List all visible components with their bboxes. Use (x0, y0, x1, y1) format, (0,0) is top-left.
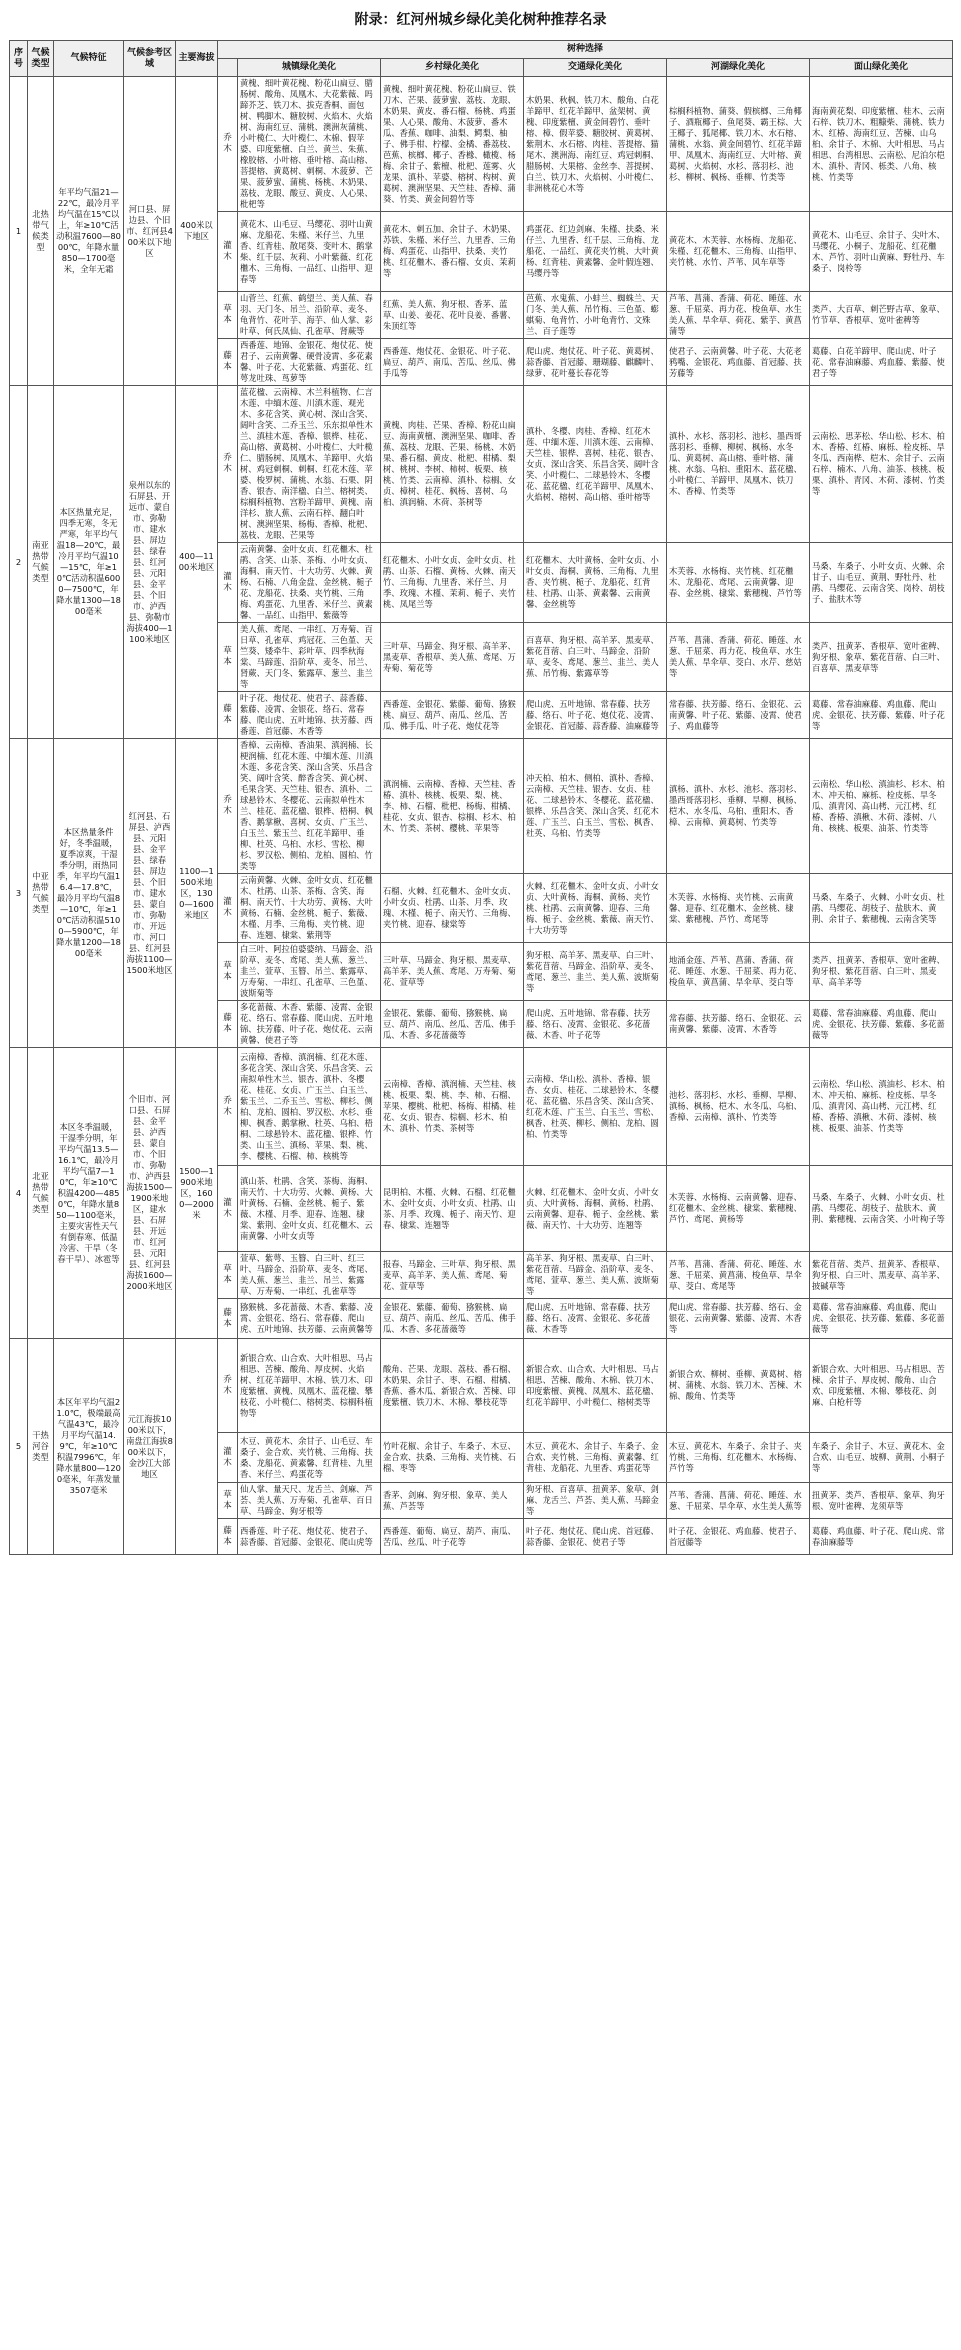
species-cell-traffic: 芭蕉、水鬼蕉、小蚌兰、蜘蛛兰、天门冬、美人蕉、吊竹梅、三色堇、蟛蜞菊、龟背竹、小叶龟背竹、文殊兰、百子莲等 (524, 292, 667, 339)
region-climate-ref: 河口县、屏边县、个旧市、红河县400米以下地区 (124, 77, 176, 386)
species-cell-urban: 叶子花、炮仗花、使君子、蒜香藤、紫藤、凌霄、金银花、络石、常春藤、爬山虎、五叶地锦、扶芳藤、西番莲、首冠藤、木香等 (238, 692, 381, 739)
species-cell-traffic: 红花檵木、大叶黄杨、金叶女贞、小叶女贞、海桐、黄杨、三角梅、九里香、夹竹桃、栀子、龙船花、红背桂、杜鹃、山茶、黄素馨、云南黄馨、金丝桃等 (524, 543, 667, 623)
plant-form: 藤本 (218, 1519, 238, 1555)
species-cell-urban: 山菅兰、红蕉、鹤望兰、美人蕉、春羽、天门冬、吊兰、沿阶草、麦冬、龟背竹、花叶芋、海芋、仙人掌、彩叶草、何氏凤仙、孔雀草、肾蕨等 (238, 292, 381, 339)
header-col-traffic: 交通绿化美化 (524, 59, 667, 77)
species-cell-hill: 类芦、扭黄茅、香根草、宽叶雀稗、狗牙根、紫花苜蓿、白三叶、黑麦草、高羊茅等 (810, 943, 953, 1001)
species-cell-urban: 木豆、黄花木、余甘子、山毛豆、车桑子、金合欢、夹竹桃、三角梅、扶桑、龙船花、黄素馨、红背桂、九里香、米仔兰、鸡蛋花等 (238, 1433, 381, 1483)
plant-form: 灌木 (218, 1166, 238, 1252)
species-cell-traffic: 高羊茅、狗牙根、黑麦草、白三叶、紫花苜蓿、马蹄金、沿阶草、麦冬、鸢尾、萱草、葱兰、美人蕉、波斯菊等 (524, 1252, 667, 1299)
plant-form: 藤本 (218, 692, 238, 739)
plant-form: 灌木 (218, 874, 238, 943)
species-cell-hill: 葛藤、白花羊蹄甲、爬山虎、叶子花、常春油麻藤、鸡血藤、紫藤、使君子等 (810, 339, 953, 386)
plant-form: 藤本 (218, 1001, 238, 1048)
species-cell-urban: 萱草、紫萼、玉簪、白三叶、红三叶、马蹄金、沿阶草、麦冬、鸢尾、美人蕉、葱兰、韭兰、吊兰、紫露草、万寿菊、一串红、孔雀草等 (238, 1252, 381, 1299)
species-cell-rural: 金银花、紫藤、葡萄、猕猴桃、扁豆、葫芦、南瓜、丝瓜、苦瓜、佛手瓜、木香、多花蔷薇等 (381, 1299, 524, 1339)
species-cell-urban: 蓝花楹、云南樟、木兰科植物、仁言木莲、中缅木莲、川滇木莲、观光木、多花含笑、黄心树、深山含笑、阔叶含笑、二乔玉兰、乐东拟单性木兰、滇桂木莲、香樟、银桦、桂花、高山榕、黄葛树、小叶榄仁、大叶榄仁、腊肠树、凤凰木、羊蹄甲、火焰树、鸡冠刺桐、刺桐、红花木莲、苹婆、梭罗树、蒲桃、水翁、石栗、阴香、银杏、南洋楹、白兰、榕树类、棕榈科植物、宫粉羊蹄甲、黄槐、南洋杉、旅人蕉、云南石梓、翻白叶树、澳洲坚果、杨梅、香樟、枇杷、荔枝、龙眼、芒果等 (238, 386, 381, 543)
region-climate-feature: 本区热量充足，四季无寒，冬无严寒，年平均气温18—20℃，最冷月平均气温10—15℃，年≥10℃活动积温6000—7500℃，年降水量1300—1800毫米 (54, 386, 124, 739)
plant-form: 草本 (218, 943, 238, 1001)
region-altitude: 400—1100米地区 (176, 386, 218, 739)
header-climate-feature: 气候特征 (54, 41, 124, 77)
species-cell-rural: 红花檵木、小叶女贞、金叶女贞、杜鹃、山茶、石榴、黄杨、火棘、南天竹、三角梅、九里香、米仔兰、月季、玫瑰、木槿、茉莉、栀子、夹竹桃、凤尾兰等 (381, 543, 524, 623)
species-cell-hill: 新银合欢、大叶相思、马占相思、苦楝、余甘子、厚皮树、酸角、山合欢、印度紫檀、木棉、攀枝花、剑麻、白枪杆等 (810, 1339, 953, 1433)
species-cell-traffic: 百喜草、狗牙根、高羊茅、黑麦草、紫花苜蓿、白三叶、马蹄金、沿阶草、麦冬、鸢尾、葱兰、韭兰、美人蕉、吊竹梅、紫露草等 (524, 623, 667, 692)
species-cell-rural: 金银花、紫藤、葡萄、猕猴桃、扁豆、葫芦、南瓜、丝瓜、苦瓜、佛手瓜、木香、多花蔷薇等 (381, 1001, 524, 1048)
region-seq: 3 (10, 739, 28, 1048)
species-cell-traffic: 爬山虎、五叶地锦、常春藤、扶芳藤、络石、凌霄、金银花、多花蔷薇、木香等 (524, 1299, 667, 1339)
species-cell-hill: 葛藤、常春油麻藤、鸡血藤、爬山虎、金银花、扶芳藤、紫藤、叶子花等 (810, 692, 953, 739)
species-cell-river: 芦苇、菖蒲、香蒲、荷花、睡莲、水葱、千屈菜、黄菖蒲、梭鱼草、旱伞草、茭白、鸢尾等 (667, 1252, 810, 1299)
species-cell-rural: 云南樟、香樟、滇润楠、天竺桂、核桃、板栗、梨、桃、李、柿、石榴、苹果、樱桃、枇杷、杨梅、柑橘、桂花、女贞、银杏、棕榈、杉木、柏木、滇朴、竹类、茶树等 (381, 1048, 524, 1166)
region-seq: 2 (10, 386, 28, 739)
species-cell-rural: 西番莲、葡萄、扁豆、葫芦、南瓜、苦瓜、丝瓜、叶子花等 (381, 1519, 524, 1555)
species-cell-hill: 马桑、车桑子、火棘、小叶女贞、杜鹃、马缨花、胡枝子、盐肤木、黄荆、余甘子、紫穗槐、云南含笑等 (810, 874, 953, 943)
species-cell-hill: 葛藤、鸡血藤、叶子花、爬山虎、常春油麻藤等 (810, 1519, 953, 1555)
page-title: 附录：红河州城乡绿化美化树种推荐名录 (354, 12, 607, 28)
plant-form: 灌木 (218, 212, 238, 292)
species-cell-rural: 报春、马蹄金、三叶草、狗牙根、黑麦草、高羊茅、美人蕉、鸢尾、菊花、萱草等 (381, 1252, 524, 1299)
species-cell-river: 池杉、落羽杉、水杉、垂柳、旱柳、滇杨、枫杨、桤木、水冬瓜、乌桕、香樟、云南樟、滇朴、竹类等 (667, 1048, 810, 1166)
species-cell-rural: 三叶草、马蹄金、狗牙根、高羊茅、黑麦草、香根草、美人蕉、鸢尾、万寿菊、菊花等 (381, 623, 524, 692)
plant-form: 草本 (218, 1483, 238, 1519)
species-cell-hill: 云南松、华山松、滇油杉、杉木、柏木、冲天柏、麻栎、栓皮栎、旱冬瓜、滇青冈、高山栲、元江栲、红椿、香椿、滇楸、木荷、漆树、核桃、板栗、油茶、竹类等 (810, 1048, 953, 1166)
region-climate-type: 中亚热带气候类型 (28, 739, 54, 1048)
species-cell-river: 使君子、云南黄馨、叶子花、大花老鸦嘴、金银花、鸡血藤、首冠藤、扶芳藤等 (667, 339, 810, 386)
plant-form: 草本 (218, 292, 238, 339)
species-cell-urban: 香樟、云南樟、香油果、滇润楠、长梗润楠、红花木莲、中缅木莲、川滇木莲、多花含笑、深山含笑、乐昌含笑、阔叶含笑、醉香含笑、黄心树、毛果含笑、天竺桂、银杏、滇朴、二球悬铃木、冬樱花、云南拟单性木兰、桂花、蓝花楹、银桦、梧桐、枫香、鹅掌楸、喜树、女贞、广玉兰、白玉兰、紫玉兰、红花羊蹄甲、垂柳、杜英、乌桕、水杉、雪松、柳杉、罗汉松、侧柏、龙柏、圆柏、竹类等 (238, 739, 381, 874)
region-climate-ref: 红河县、石屏县、泸西县、元阳县、金平县、绿春县、屏边县、个旧市、建水县、蒙自市、弥勒市、开远市、河口县、红河县海拔1100—1500米地区 (124, 739, 176, 1048)
species-cell-hill: 海南黄花梨、印度紫檀、桂木、云南石梓、铁刀木、粗糠柴、蒲桃、铁力木、红椿、海南红豆、苦楝、山乌桕、余甘子、木棉、大叶相思、马占相思、台湾相思、云南松、尼泊尔桤木、滇朴、青冈、栎类、八角、核桃、竹类等 (810, 77, 953, 212)
species-cell-traffic: 爬山虎、炮仗花、叶子花、黄葛树、蒜香藤、首冠藤、珊瑚藤、麒麟叶、绿萝、花叶蔓长春花等 (524, 339, 667, 386)
species-cell-traffic: 火棘、红花檵木、金叶女贞、小叶女贞、大叶黄杨、海桐、黄杨、夹竹桃、杜鹃、云南黄馨、迎春、三角梅、栀子、金丝桃、紫薇、南天竹、十大功劳等 (524, 874, 667, 943)
header-species-group: 树种选择 (218, 41, 953, 59)
species-cell-urban: 仙人掌、量天尺、龙舌兰、剑麻、芦荟、美人蕉、万寿菊、孔雀草、百日草、马蹄金、狗牙根等 (238, 1483, 381, 1519)
plant-form: 乔木 (218, 386, 238, 543)
species-cell-river: 常春藤、扶芳藤、络石、金银花、云南黄馨、紫藤、凌霄、木香等 (667, 1001, 810, 1048)
species-cell-traffic: 狗牙根、百喜草、扭黄茅、象草、剑麻、龙舌兰、芦荟、美人蕉、马蹄金等 (524, 1483, 667, 1519)
species-cell-hill: 马桑、车桑子、小叶女贞、火棘、余甘子、山毛豆、黄荆、野牡丹、杜鹃、马缨花、云南含笑、岗柃、胡枝子、盐肤木等 (810, 543, 953, 623)
species-cell-traffic: 木豆、黄花木、余甘子、车桑子、金合欢、夹竹桃、三角梅、黄素馨、红背桂、龙船花、九里香、鸡蛋花等 (524, 1433, 667, 1483)
species-cell-river: 木芙蓉、水杨梅、夹竹桃、红花檵木、龙船花、鸢尾、云南黄馨、迎春、金丝桃、棣棠、紫穗槐、芦竹等 (667, 543, 810, 623)
header-col-river: 河湖绿化美化 (667, 59, 810, 77)
species-cell-river: 芦苇、菖蒲、香蒲、荷花、睡莲、水葱、千屈菜、再力花、梭鱼草、水生美人蕉、旱伞草、荷花、紫芋、黄菖蒲等 (667, 292, 810, 339)
table-row (10, 1048, 953, 1166)
species-cell-urban: 白三叶、阿拉伯婆婆纳、马蹄金、沿阶草、麦冬、鸢尾、美人蕉、葱兰、韭兰、萱草、玉簪、吊兰、紫露草、万寿菊、一串红、孔雀草、三色堇、波斯菊等 (238, 943, 381, 1001)
species-cell-traffic: 新银合欢、山合欢、大叶相思、马占相思、苦楝、酸角、木棉、铁刀木、印度紫檀、黄槐、凤凰木、蓝花楹、红花羊蹄甲、小叶榄仁、榕树类等 (524, 1339, 667, 1433)
species-cell-urban: 西番莲、地锦、金银花、炮仗花、使君子、云南黄馨、硬骨凌霄、多花素馨、叶子花、大花紫薇、鸡蛋花、红萼龙吐珠、茑萝等 (238, 339, 381, 386)
species-cell-rural: 石榴、火棘、红花檵木、金叶女贞、小叶女贞、杜鹃、山茶、月季、玫瑰、木槿、栀子、南天竹、三角梅、夹竹桃、迎春、棣棠等 (381, 874, 524, 943)
species-cell-rural: 昆明柏、木槿、火棘、石榴、红花檵木、金叶女贞、小叶女贞、杜鹃、山茶、月季、玫瑰、栀子、南天竹、迎春、棣棠、连翘等 (381, 1166, 524, 1252)
plant-form: 灌木 (218, 1433, 238, 1483)
species-cell-urban: 猕猴桃、多花蔷薇、木香、紫藤、凌霄、金银花、络石、常春藤、爬山虎、五叶地锦、扶芳藤、云南黄馨等 (238, 1299, 381, 1339)
plant-form: 藤本 (218, 1299, 238, 1339)
species-cell-river: 芦苇、菖蒲、香蒲、荷花、睡莲、水葱、千屈菜、再力花、梭鱼草、水生美人蕉、旱伞草、茭白、水芹、慈姑等 (667, 623, 810, 692)
species-cell-traffic: 鸡蛋花、红边剑麻、朱槿、扶桑、米仔兰、九里香、红千层、三角梅、龙船花、一品红、黄花夹竹桃、大叶黄杨、红背桂、黄素馨、金叶假连翘、马缨丹等 (524, 212, 667, 292)
species-cell-urban: 多花蔷薇、木香、紫藤、凌霄、金银花、络石、常春藤、爬山虎、五叶地锦、扶芳藤、叶子花、炮仗花、云南黄馨、使君子等 (238, 1001, 381, 1048)
species-cell-urban: 西番莲、叶子花、炮仗花、使君子、蒜香藤、首冠藤、金银花、爬山虎等 (238, 1519, 381, 1555)
species-cell-traffic: 木奶果、秋枫、铁刀木、酸角、白花羊蹄甲、红花羊蹄甲、盆架树、黄槐、印度紫檀、黄金间碧竹、垂叶榕、樟、假苹婆、糖胶树、黄葛树、紫荆木、水石榕、肉桂、菩提榕、猫尾木、澳洲海、南红豆、鸡冠刺桐、腊肠树、大果榕、金丝李、菩提树、白兰、铁刀木、火焰树、小叶榄仁、非洲桃花心木等 (524, 77, 667, 212)
species-cell-river: 棕榈科植物、蒲葵、假槟榔、三角椰子、酒瓶椰子、鱼尾葵、霸王棕、大王椰子、狐尾椰、铁刀木、水石榕、蒲桃、水翁、黄金间碧竹、红花羊蹄甲、凤凰木、海南红豆、大叶榕、黄葛树、火焰树、水杉、落羽杉、池杉、柳树、枫杨、垂柳、竹类等 (667, 77, 810, 212)
plant-form: 草本 (218, 623, 238, 692)
species-cell-hill: 马桑、车桑子、火棘、小叶女贞、杜鹃、马缨花、胡枝子、盐肤木、黄荆、紫穗槐、云南含笑、小叶栒子等 (810, 1166, 953, 1252)
species-cell-rural: 黄槐、细叶黄花槐、粉花山扁豆、铁刀木、芒果、菠萝蜜、荔枝、龙眼、木奶果、黄皮、番石榴、杨桃、鸡蛋果、人心果、酸角、木菠萝、番木瓜、香蕉、咖啡、油梨、鳄梨、柚子、佛手柑、柠檬、金橘、番荔枝、芭蕉、槟榔、椰子、香橼、橄榄、杨梅、余甘子、紫檀、枇杷、莲雾、火龙果、滇朴、苹婆、榕树、构树、黄葛树、澳洲坚果、天竺桂、香樟、蒲葵、竹类、黄金间碧竹等 (381, 77, 524, 212)
region-climate-type: 北亚热带气候类型 (28, 1048, 54, 1339)
species-cell-river: 叶子花、金银花、鸡血藤、使君子、首冠藤等 (667, 1519, 810, 1555)
region-climate-type: 北热带气候类型 (28, 77, 54, 386)
header-col-rural: 乡村绿化美化 (381, 59, 524, 77)
species-cell-urban: 云南樟、香樟、滇润楠、红花木莲、多花含笑、深山含笑、乐昌含笑、云南拟单性木兰、银杏、滇朴、冬樱花、桂花、女贞、广玉兰、白玉兰、紫玉兰、二乔玉兰、雪松、柳杉、侧柏、龙柏、圆柏、罗汉松、水杉、垂柳、枫香、鹅掌楸、杜英、乌桕、梧桐、二球悬铃木、蓝花楹、银桦、竹类、山玉兰、滇杨、苹果、梨、桃、李、樱桃、石榴、柿、核桃等 (238, 1048, 381, 1166)
plant-form: 乔木 (218, 739, 238, 874)
species-cell-urban: 云南黄馨、金叶女贞、红花檵木、杜鹃、含笑、山茶、茶梅、小叶女贞、海桐、南天竹、十大功劳、火棘、黄杨、石楠、八角金盘、金丝桃、栀子花、龙船花、扶桑、夹竹桃、三角梅、鸡蛋花、九里香、米仔兰、黄素馨、一品红、山指甲、紫薇等 (238, 543, 381, 623)
table-body (10, 77, 953, 1555)
plant-form: 乔木 (218, 1339, 238, 1433)
species-cell-urban: 云南黄馨、火棘、金叶女贞、红花檵木、杜鹃、山茶、茶梅、含笑、海桐、南天竹、十大功劳、黄杨、大叶黄杨、石楠、金丝桃、栀子、紫薇、木槿、月季、三角梅、夹竹桃、迎春、连翘、棣棠、紫荆等 (238, 874, 381, 943)
region-altitude: 1500—1900米地区，1600—2000米 (176, 1048, 218, 1339)
species-cell-hill: 类芦、大百草、刺芒野古草、象草、竹节草、香根草、宽叶雀稗等 (810, 292, 953, 339)
region-climate-ref: 个旧市、河口县、石屏县、金平县、泸西县、蒙自市、个旧市、弥勒市、泸西县海拔1500—1900米地区，建水县、石屏县、开远市、红河县、元阳县、红河县海拔1600—2000米地区 (124, 1048, 176, 1339)
species-cell-hill: 葛藤、常春油麻藤、鸡血藤、爬山虎、金银花、扶芳藤、紫藤、多花蔷薇等 (810, 1299, 953, 1339)
region-climate-type: 干热河谷类型 (28, 1339, 54, 1555)
species-cell-river: 滇杨、滇朴、水杉、池杉、落羽杉、墨西哥落羽杉、垂柳、旱柳、枫杨、桤木、水冬瓜、乌桕、重阳木、香樟、云南樟、黄葛树、竹类等 (667, 739, 810, 874)
species-cell-hill: 类芦、扭黄茅、香根草、宽叶雀稗、狗牙根、象草、紫花苜蓿、白三叶、百喜草、黑麦草等 (810, 623, 953, 692)
species-table (9, 40, 953, 1555)
region-climate-feature: 年平均气温21—22℃，最冷月平均气温在15℃以上，年≥10℃活动积温7600—8000℃，年降水量850—1700毫米，全年无霜 (54, 77, 124, 386)
header-altitude: 主要海拔 (176, 41, 218, 77)
species-cell-hill: 云南松、思茅松、华山松、杉木、柏木、香椿、红椿、麻栎、栓皮栎、旱冬瓜、西南桦、桤木、余甘子、云南石梓、楠木、八角、油茶、核桃、板栗、滇朴、青冈、木荷、漆树、竹类等 (810, 386, 953, 543)
species-cell-river: 黄花木、木芙蓉、水杨梅、龙船花、朱槿、红花檵木、三角梅、山指甲、夹竹桃、水竹、芦苇、风车草等 (667, 212, 810, 292)
plant-form: 藤本 (218, 339, 238, 386)
region-climate-ref: 泉州以东的石屏县、开远市、蒙自市、弥勒市、建水县、屏边县、绿春县、红河县、元阳县、金平县、个旧市、泸西县、弥勒市海拔400—1100米地区 (124, 386, 176, 739)
table-row (10, 386, 953, 543)
species-cell-urban: 滇山茶、杜鹃、含笑、茶梅、海桐、南天竹、十大功劳、火棘、黄杨、大叶黄杨、石楠、金丝桃、栀子、紫薇、木槿、月季、迎春、连翘、棣棠、紫荆、金叶女贞、红花檵木、云南黄馨、小叶女贞等 (238, 1166, 381, 1252)
species-cell-river: 木豆、黄花木、车桑子、余甘子、夹竹桃、三角梅、红花檵木、水杨梅、芦竹等 (667, 1433, 810, 1483)
species-cell-river: 木芙蓉、水杨梅、夹竹桃、云南黄馨、迎春、红花檵木、金丝桃、棣棠、紫穗槐、芦竹、鸢尾等 (667, 874, 810, 943)
species-cell-river: 芦苇、香蒲、菖蒲、荷花、睡莲、水葱、千屈菜、旱伞草、水生美人蕉等 (667, 1483, 810, 1519)
species-cell-rural: 红蕉、美人蕉、狗牙根、香茅、蓝草、山姜、姜花、花叶良姜、番薯、朱顶红等 (381, 292, 524, 339)
species-cell-hill: 云南松、华山松、滇油杉、杉木、柏木、冲天柏、麻栎、栓皮栎、旱冬瓜、滇青冈、高山栲、元江栲、红椿、香椿、滇楸、木荷、漆树、八角、核桃、板栗、油茶、竹类等 (810, 739, 953, 874)
species-cell-river: 常春藤、扶芳藤、络石、金银花、云南黄馨、叶子花、紫藤、凌霄、使君子、鸡血藤等 (667, 692, 810, 739)
table-row (10, 77, 953, 212)
region-climate-feature: 本区冬季温暖，干湿季分明，年平均气温13.5—16.1℃，最冷月平均气温7—10℃，年≥10℃积温4200—4850℃，年降水量850—1100毫米，主要灾害性天气有倒春寒、低温冷害、干旱（冬春干旱）、冰雹等 (54, 1048, 124, 1339)
species-cell-urban: 新银合欢、山合欢、大叶相思、马占相思、苦楝、酸角、厚皮树、火焰树、红花羊蹄甲、木棉、铁刀木、印度紫檀、黄槐、凤凰木、蓝花楹、攀枝花、小叶榄仁、榕树类、棕榈科植物等 (238, 1339, 381, 1433)
region-climate-type: 南亚热带气候类型 (28, 386, 54, 739)
header-climate-type: 气候类型 (28, 41, 54, 77)
species-cell-river: 地涌金莲、芦苇、菖蒲、香蒲、荷花、睡莲、水葱、千屈菜、再力花、梭鱼草、黄菖蒲、旱伞草、茭白等 (667, 943, 810, 1001)
header-col-urban: 城镇绿化美化 (238, 59, 381, 77)
region-climate-feature: 本区年平均气温21.0℃，极端最高气温43℃，最冷月平均气温14.9℃，年≥10℃积温7996℃，年降水量800—1200毫米，年蒸发量3507毫米 (54, 1339, 124, 1555)
species-cell-river: 爬山虎、常春藤、扶芳藤、络石、金银花、云南黄馨、紫藤、凌霄、木香等 (667, 1299, 810, 1339)
species-cell-rural: 酸角、芒果、龙眼、荔枝、番石榴、木奶果、余甘子、枣、石榴、柑橘、香蕉、番木瓜、新银合欢、苦楝、印度紫檀、铁刀木、木棉、攀枝花等 (381, 1339, 524, 1433)
species-cell-rural: 黄花木、刺五加、余甘子、木奶果、苏铁、朱槿、米仔兰、九里香、三角梅、鸡蛋花、山指甲、扶桑、夹竹桃、红花檵木、番石榴、女贞、茉莉等 (381, 212, 524, 292)
region-altitude: 1100—1500米地区，1300—1600米地区 (176, 739, 218, 1048)
species-cell-rural: 竹叶花椒、余甘子、车桑子、木豆、金合欢、扶桑、三角梅、夹竹桃、石榴、枣等 (381, 1433, 524, 1483)
species-cell-traffic: 爬山虎、五叶地锦、常春藤、扶芳藤、络石、叶子花、炮仗花、凌霄、金银花、首冠藤、蒜香藤、油麻藤等 (524, 692, 667, 739)
species-cell-rural: 西番莲、金银花、紫藤、葡萄、猕猴桃、扁豆、葫芦、南瓜、丝瓜、苦瓜、佛手瓜、叶子花、炮仗花等 (381, 692, 524, 739)
species-cell-hill: 扭黄茅、类芦、香根草、象草、狗牙根、宽叶雀稗、龙须草等 (810, 1483, 953, 1519)
region-climate-feature: 本区热量条件好，冬季温暖，夏季凉爽，干湿季分明，雨热同季，年平均气温16.4—17.8℃，最冷月平均气温8—10℃，年≥10℃活动积温5100—5900℃，年降水量1200—1800毫米 (54, 739, 124, 1048)
species-cell-river: 新银合欢、柳树、垂柳、黄葛树、榕树、蒲桃、水翁、铁刀木、苦楝、木棉、酸角、竹类等 (667, 1339, 810, 1433)
plant-form: 草本 (218, 1252, 238, 1299)
species-cell-rural: 黄槐、肉桂、芒果、香樟、粉花山扁豆、海南黄檀、澳洲坚果、咖啡、香蕉、荔枝、龙眼、芒果、杨桃、木奶果、番石榴、黄皮、枇杷、柑橘、梨树、桃树、李树、柿树、板栗、核桃、竹类、云南樟、滇朴、棕榈、女贞、樟树、桂花、枫杨、喜树、乌桕、滇润楠、木荷、茶树等 (381, 386, 524, 543)
header-col-hill: 面山绿化美化 (810, 59, 953, 77)
species-cell-rural: 西番莲、炮仗花、金银花、叶子花、扁豆、葫芦、南瓜、苦瓜、丝瓜、佛手瓜等 (381, 339, 524, 386)
plant-form: 灌木 (218, 543, 238, 623)
header-seq: 序号 (10, 41, 28, 77)
species-cell-hill: 葛藤、常春油麻藤、鸡血藤、爬山虎、金银花、扶芳藤、紫藤、多花蔷薇等 (810, 1001, 953, 1048)
species-cell-traffic: 爬山虎、五叶地锦、常春藤、扶芳藤、络石、凌霄、金银花、多花蔷薇、木香、叶子花等 (524, 1001, 667, 1048)
header-climate-ref: 气候参考区域 (124, 41, 176, 77)
table-row (10, 739, 953, 874)
species-cell-river: 木芙蓉、水杨梅、云南黄馨、迎春、红花檵木、金丝桃、棣棠、紫穗槐、芦竹、鸢尾、黄杨等 (667, 1166, 810, 1252)
species-cell-rural: 滇润楠、云南樟、香樟、天竺桂、香椿、滇朴、核桃、板栗、梨、桃、李、柿、石榴、枇杷、杨梅、柑橘、桂花、女贞、银杏、棕榈、杉木、柏木、竹类、茶树、樱桃、苹果等 (381, 739, 524, 874)
species-cell-traffic: 火棘、红花檵木、金叶女贞、小叶女贞、大叶黄杨、海桐、黄杨、杜鹃、云南黄馨、迎春、栀子、金丝桃、紫薇、南天竹、十大功劳、连翘等 (524, 1166, 667, 1252)
species-cell-traffic: 冲天柏、柏木、侧柏、滇朴、香樟、云南樟、天竺桂、银杏、女贞、桂花、二球悬铃木、冬樱花、蓝花楹、银桦、乐昌含笑、深山含笑、红花木莲、广玉兰、白玉兰、雪松、枫香、杜英、乌桕、竹类等 (524, 739, 667, 874)
region-seq: 5 (10, 1339, 28, 1555)
region-climate-ref: 元江海拔1000米以下，南盘江海拔800米以下，金沙江大部地区 (124, 1339, 176, 1555)
region-seq: 1 (10, 77, 28, 386)
species-cell-hill: 紫花苜蓿、类芦、扭黄茅、香根草、狗牙根、白三叶、黑麦草、高羊茅、披碱草等 (810, 1252, 953, 1299)
species-cell-traffic: 叶子花、炮仗花、爬山虎、首冠藤、蒜香藤、金银花、使君子等 (524, 1519, 667, 1555)
species-cell-river: 滇朴、水杉、落羽杉、池杉、墨西哥落羽杉、垂柳、柳树、枫杨、水冬瓜、黄葛树、高山榕、垂叶榕、蒲桃、水翁、乌桕、重阳木、蓝花楹、小叶榄仁、羊蹄甲、凤凰木、铁刀木、香樟、竹类等 (667, 386, 810, 543)
region-altitude: 400米以下地区 (176, 77, 218, 386)
plant-form: 乔木 (218, 1048, 238, 1166)
species-cell-urban: 美人蕉、鸢尾、一串红、万寿菊、百日草、孔雀草、鸡冠花、三色堇、天竺葵、矮牵牛、彩叶草、四季秋海棠、马蹄莲、沿阶草、麦冬、吊兰、肾蕨、天门冬、紫露草、葱兰、韭兰等 (238, 623, 381, 692)
species-cell-hill: 黄花木、山毛豆、余甘子、尖叶木、马缨花、小桐子、龙船花、红花檵木、芦竹、羽叶山黄麻、野牡丹、车桑子、岗柃等 (810, 212, 953, 292)
plant-form: 乔木 (218, 77, 238, 212)
table-row (10, 1339, 953, 1433)
species-cell-traffic: 云南樟、华山松、滇朴、香樟、银杏、女贞、桂花、二球悬铃木、冬樱花、蓝花楹、乐昌含笑、深山含笑、红花木莲、广玉兰、白玉兰、雪松、枫香、杜英、柳杉、侧柏、龙柏、圆柏、竹类等 (524, 1048, 667, 1166)
species-cell-urban: 黄花木、山毛豆、马缨花、羽叶山黄麻、龙船花、朱槿、米仔兰、九里香、红背桂、散尾葵、变叶木、鹅掌柴、红千层、灰莉、小叶紫薇、红花檵木、三角梅、一品红、山指甲、迎春等 (238, 212, 381, 292)
species-cell-traffic: 滇朴、冬樱、肉桂、香樟、红花木莲、中缅木莲、川滇木莲、云南樟、天竺桂、银桦、喜树、桂花、银杏、女贞、深山含笑、乐昌含笑、阔叶含笑、小叶榄仁、二球悬铃木、冬樱花、蓝花楹、红花羊蹄甲、凤凰木、火焰树、榕树、高山榕、垂叶榕等 (524, 386, 667, 543)
species-cell-hill: 车桑子、余甘子、木豆、黄花木、金合欢、山毛豆、坡柳、黄荆、小桐子等 (810, 1433, 953, 1483)
species-cell-rural: 三叶草、马蹄金、狗牙根、黑麦草、高羊茅、美人蕉、鸢尾、万寿菊、菊花、萱草等 (381, 943, 524, 1001)
species-cell-traffic: 狗牙根、高羊茅、黑麦草、白三叶、紫花苜蓿、马蹄金、沿阶草、麦冬、鸢尾、葱兰、韭兰、美人蕉、波斯菊等 (524, 943, 667, 1001)
region-seq: 4 (10, 1048, 28, 1339)
species-cell-urban: 黄槐、细叶黄花槐、粉花山扁豆、腊肠树、酸角、凤凰木、大花紫薇、吗蹄芥芝、铁刀木、拔克香桐、面包树、鸭脚木、糖胶树、火焰木、火焰树、海南红豆、蒲桃、澳洲灰蒲桃、小叶榄仁、大叶榄仁、木棉、假苹婆、印度紫檀、白兰、黄兰、朱蕉、橡胶榕、小叶榕、垂叶榕、高山榕、菩提榕、黄葛树、刺桐、木菠萝、芒果、菠萝蜜、蒲桃、杨桃、木奶果、荔枝、龙眼、酸豆、黄皮、人心果、枇杷等 (238, 77, 381, 212)
region-altitude (176, 1339, 218, 1555)
species-cell-rural: 香茅、剑麻、狗牙根、象草、美人蕉、芦荟等 (381, 1483, 524, 1519)
